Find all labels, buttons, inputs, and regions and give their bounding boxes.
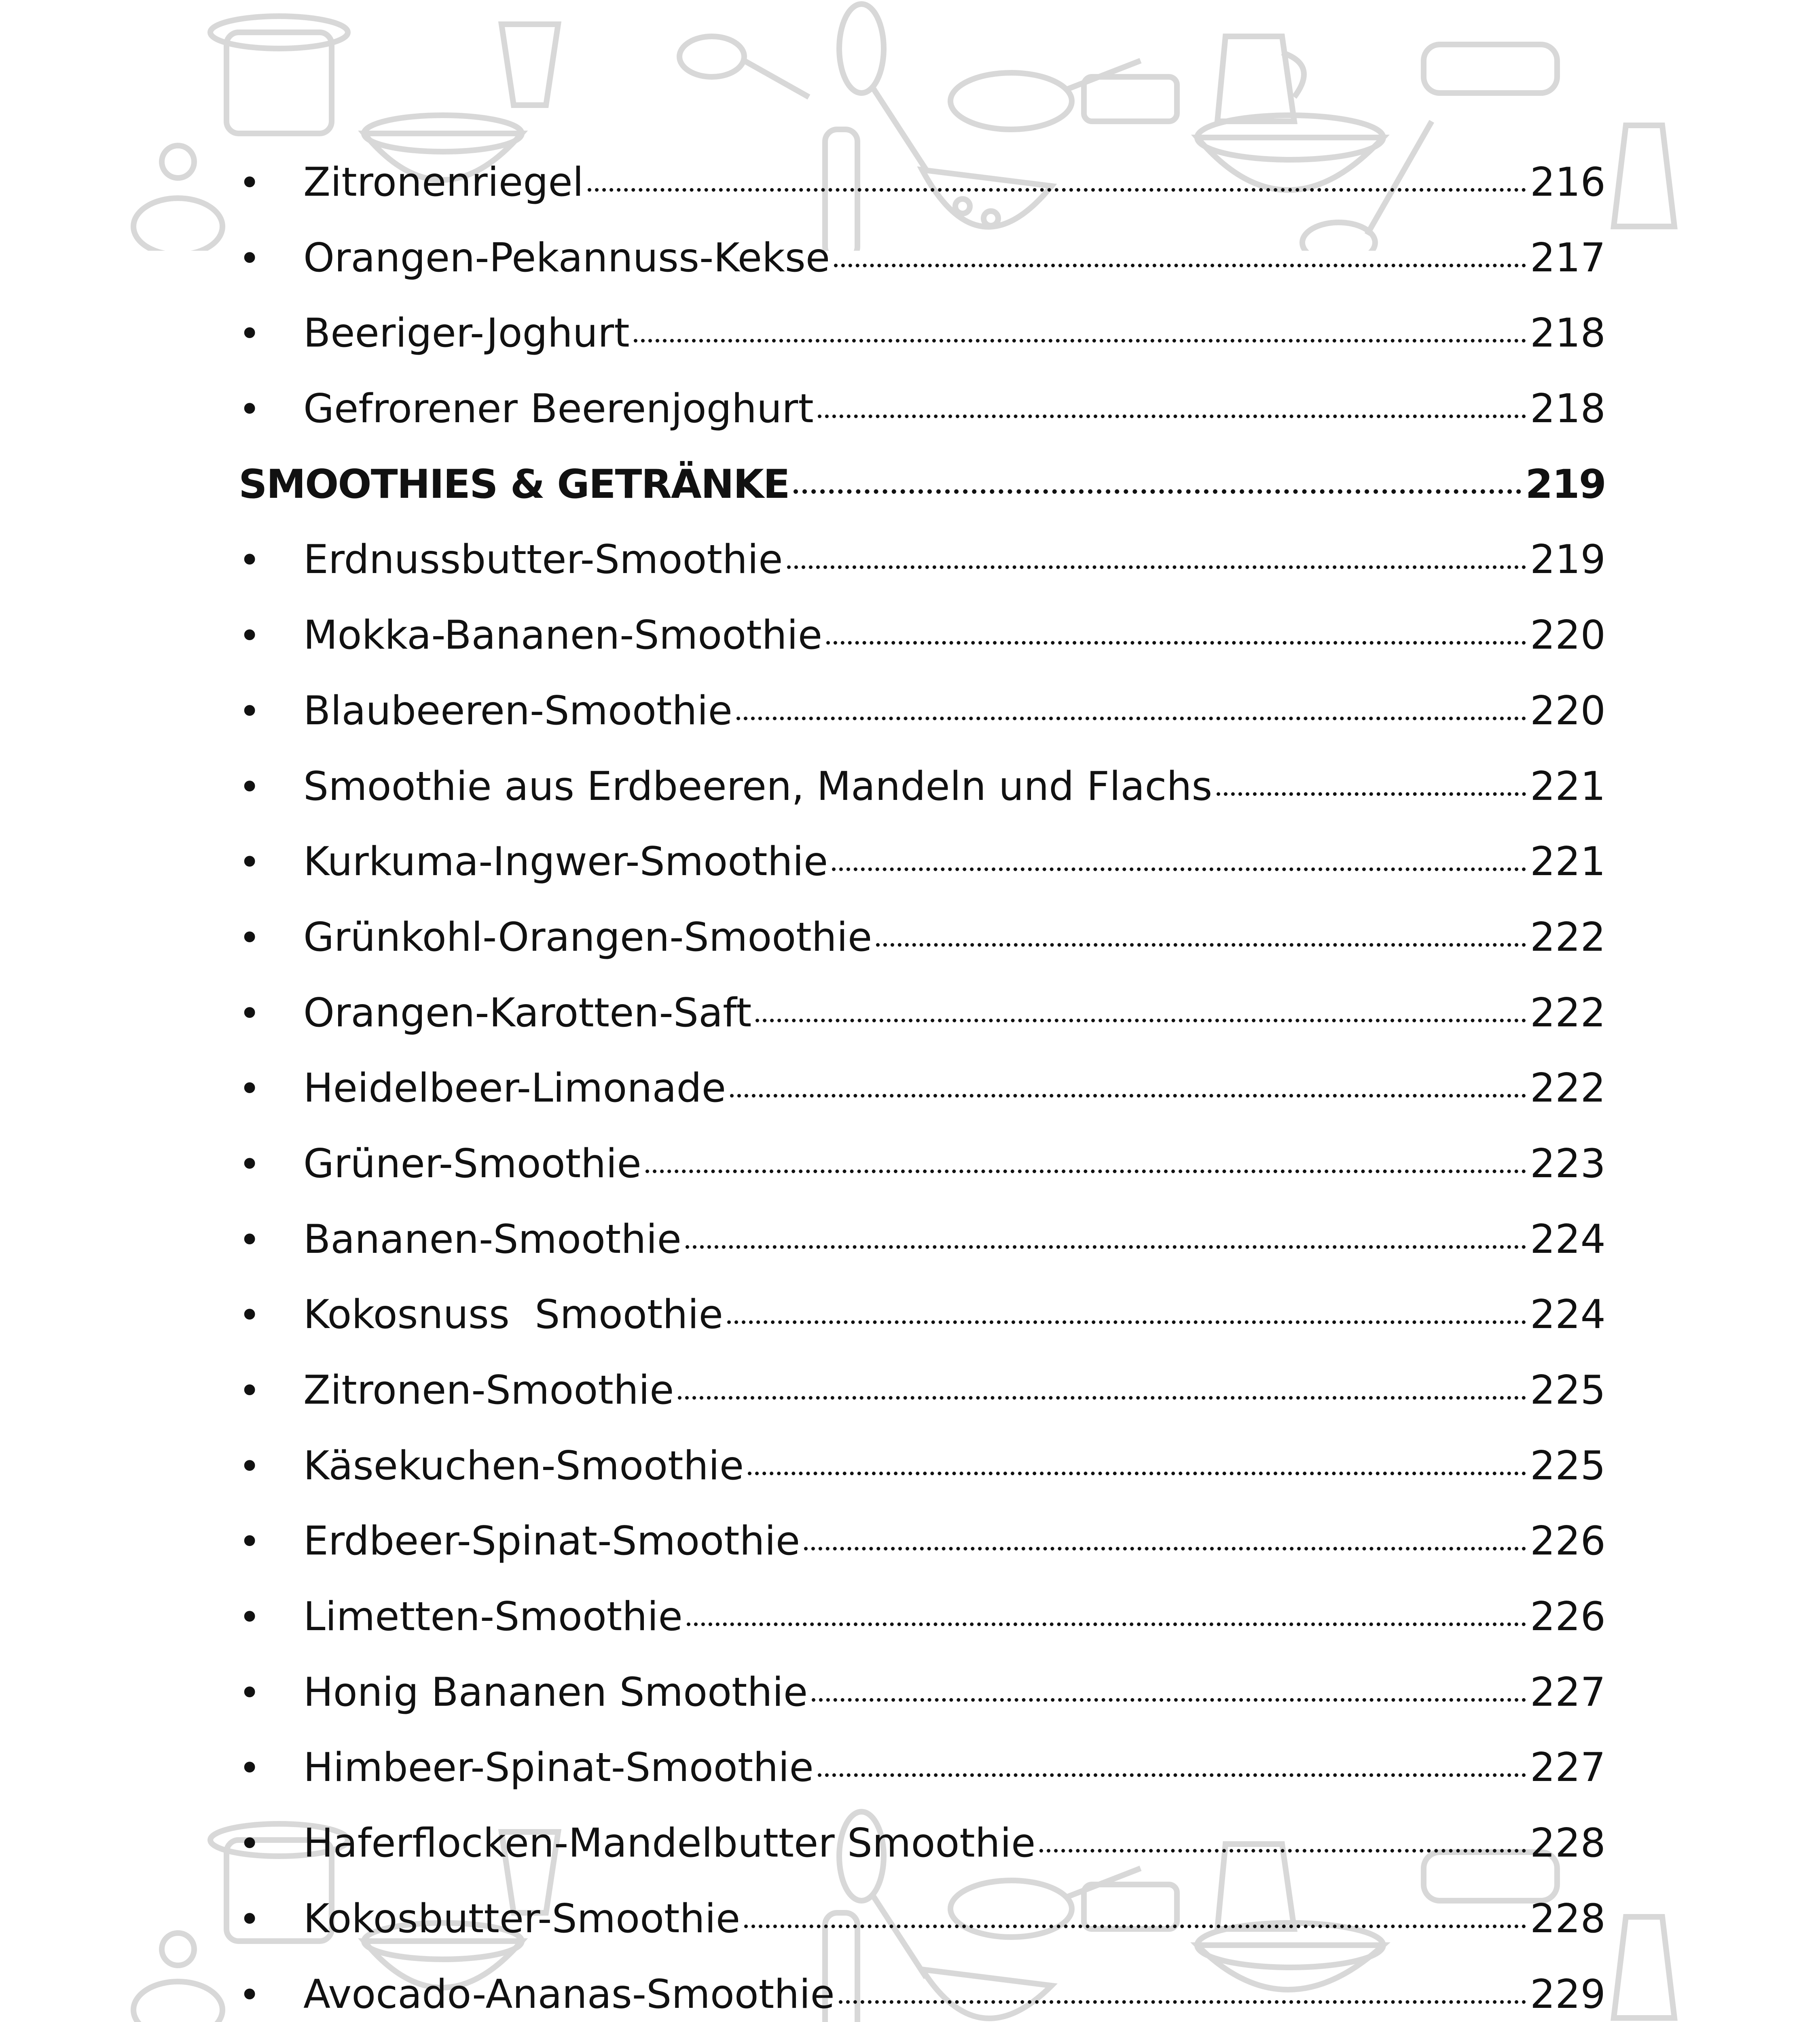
bullet-icon: • bbox=[239, 841, 261, 884]
page-number: 219 bbox=[1530, 537, 1606, 583]
dot-leader bbox=[832, 867, 1526, 871]
toc-entry[interactable] bbox=[239, 914, 1606, 993]
entry-title: Zitronenriegel bbox=[303, 159, 584, 205]
toc-entry[interactable] bbox=[239, 1216, 1606, 1295]
page-number: 218 bbox=[1530, 310, 1606, 357]
sugar-bowl-icon bbox=[133, 146, 222, 251]
page-number: 226 bbox=[1530, 1594, 1606, 1640]
toc-entry[interactable] bbox=[239, 1140, 1606, 1220]
entry-title: Honig Bananen Smoothie bbox=[303, 1669, 808, 1715]
entry-title: Kokosbutter-Smoothie bbox=[303, 1895, 741, 1942]
toc-entry[interactable] bbox=[239, 1971, 1606, 2022]
bullet-icon: • bbox=[239, 161, 261, 205]
dot-leader bbox=[804, 1547, 1526, 1550]
entry-title: Avocado-Ananas-Smoothie bbox=[303, 1971, 835, 2018]
sugar-bowl-icon bbox=[133, 1933, 222, 2022]
toc-entry[interactable] bbox=[239, 1594, 1606, 1673]
page-number: 222 bbox=[1530, 1065, 1606, 1112]
toc-entry[interactable] bbox=[239, 159, 1606, 238]
bullet-icon: • bbox=[239, 690, 261, 733]
entry-title: Beeriger-Joghurt bbox=[303, 310, 630, 357]
dot-leader bbox=[727, 1320, 1526, 1324]
dot-leader bbox=[818, 415, 1526, 418]
toc-entry[interactable] bbox=[239, 1292, 1606, 1371]
bullet-icon: • bbox=[239, 1218, 261, 1262]
entry-title: Heidelbeer-Limonade bbox=[303, 1065, 726, 1112]
jug-icon bbox=[1217, 36, 1304, 121]
bullet-icon: • bbox=[239, 992, 261, 1035]
dot-leader bbox=[686, 1245, 1526, 1249]
page-number: 220 bbox=[1530, 612, 1606, 659]
toc-entry[interactable] bbox=[239, 1745, 1606, 1823]
page-number: 219 bbox=[1525, 461, 1606, 508]
bullet-icon: • bbox=[239, 1369, 261, 1413]
bullet-icon: • bbox=[239, 1747, 261, 1790]
entry-title: Kokosnuss Smoothie bbox=[303, 1292, 723, 1338]
spoon-icon bbox=[679, 36, 809, 97]
dot-leader bbox=[839, 2000, 1526, 2004]
page-number: 229 bbox=[1530, 1971, 1606, 2018]
toc-entry[interactable] bbox=[239, 763, 1606, 842]
bullet-icon: • bbox=[239, 237, 261, 280]
entry-title: Kurkuma-Ingwer-Smoothie bbox=[303, 839, 828, 885]
page-number: 225 bbox=[1530, 1442, 1606, 1489]
toc-entry[interactable] bbox=[239, 1442, 1606, 1522]
dot-leader bbox=[645, 1170, 1526, 1173]
page-number: 222 bbox=[1530, 990, 1606, 1036]
dot-leader bbox=[1039, 1849, 1526, 1853]
entry-title: Zitronen-Smoothie bbox=[303, 1367, 674, 1413]
entry-title: Limetten-Smoothie bbox=[303, 1594, 683, 1640]
page-number: 220 bbox=[1530, 687, 1606, 734]
table-of-contents bbox=[239, 159, 1606, 2022]
toc-entry[interactable] bbox=[239, 310, 1606, 389]
dot-leader bbox=[634, 339, 1526, 343]
page-number: 222 bbox=[1530, 914, 1606, 960]
bullet-icon: • bbox=[239, 1671, 261, 1715]
toc-entry[interactable] bbox=[239, 386, 1606, 465]
page-number: 228 bbox=[1530, 1895, 1606, 1942]
page-number: 216 bbox=[1530, 159, 1606, 205]
bullet-icon: • bbox=[239, 388, 261, 431]
entry-title: Grünkohl-Orangen-Smoothie bbox=[303, 914, 872, 960]
dot-leader bbox=[787, 565, 1526, 569]
bullet-icon: • bbox=[239, 312, 261, 356]
entry-title: Käsekuchen-Smoothie bbox=[303, 1442, 744, 1489]
toc-entry[interactable] bbox=[239, 1820, 1606, 1899]
entry-title: Erdnussbutter-Smoothie bbox=[303, 537, 783, 583]
grater-icon bbox=[1614, 1917, 1674, 2018]
dot-leader bbox=[678, 1396, 1526, 1400]
whisk-icon bbox=[839, 4, 926, 170]
dot-leader bbox=[818, 1773, 1526, 1777]
page-number: 227 bbox=[1530, 1669, 1606, 1715]
page-number: 224 bbox=[1530, 1216, 1606, 1263]
toc-entry[interactable] bbox=[239, 235, 1606, 314]
dot-leader bbox=[756, 1019, 1526, 1022]
toc-section-heading[interactable] bbox=[239, 461, 1606, 540]
bullet-icon: • bbox=[239, 1897, 261, 1941]
page-number: 223 bbox=[1530, 1140, 1606, 1187]
page-number: 224 bbox=[1530, 1292, 1606, 1338]
page-number: 221 bbox=[1530, 839, 1606, 885]
entry-title: Orangen-Pekannuss-Kekse bbox=[303, 235, 830, 281]
entry-title: Orangen-Karotten-Saft bbox=[303, 990, 752, 1036]
page-number: 226 bbox=[1530, 1518, 1606, 1565]
toc-entry[interactable] bbox=[239, 687, 1606, 767]
page-number: 218 bbox=[1530, 386, 1606, 432]
pot-icon bbox=[210, 16, 348, 133]
bullet-icon: • bbox=[239, 765, 261, 809]
toc-entry[interactable] bbox=[239, 1367, 1606, 1446]
bullet-icon: • bbox=[239, 1445, 261, 1488]
dot-leader bbox=[687, 1622, 1526, 1626]
dot-leader bbox=[794, 489, 1522, 494]
toc-entry[interactable] bbox=[239, 839, 1606, 918]
glass-icon bbox=[502, 24, 558, 105]
bullet-icon: • bbox=[239, 1142, 261, 1186]
dot-leader bbox=[834, 264, 1526, 267]
cutting-board-icon bbox=[1084, 77, 1177, 121]
dot-leader bbox=[1217, 792, 1526, 796]
dot-leader bbox=[826, 641, 1526, 645]
bullet-icon: • bbox=[239, 1520, 261, 1564]
bullet-icon: • bbox=[239, 1596, 261, 1639]
bullet-icon: • bbox=[239, 916, 261, 960]
page-number: 225 bbox=[1530, 1367, 1606, 1413]
section-title: SMOOTHIES & GETRÄNKE bbox=[239, 461, 789, 508]
dot-leader bbox=[748, 1472, 1526, 1475]
entry-title: Haferflocken-Mandelbutter Smoothie bbox=[303, 1820, 1036, 1867]
dot-leader bbox=[588, 188, 1526, 192]
entry-title: Grüner-Smoothie bbox=[303, 1140, 641, 1187]
entry-title: Mokka-Bananen-Smoothie bbox=[303, 612, 823, 659]
page-number: 228 bbox=[1530, 1820, 1606, 1867]
entry-title: Gefrorener Beerenjoghurt bbox=[303, 386, 814, 432]
toc-entry[interactable] bbox=[239, 1895, 1606, 1975]
entry-title: Erdbeer-Spinat-Smoothie bbox=[303, 1518, 800, 1565]
dot-leader bbox=[876, 943, 1526, 947]
bullet-icon: • bbox=[239, 1067, 261, 1111]
bullet-icon: • bbox=[239, 1294, 261, 1337]
toc-entry[interactable] bbox=[239, 990, 1606, 1069]
entry-title: Bananen-Smoothie bbox=[303, 1216, 681, 1263]
dot-leader bbox=[730, 1094, 1526, 1098]
dot-leader bbox=[736, 717, 1526, 720]
toc-entry[interactable] bbox=[239, 612, 1606, 691]
toc-entry[interactable] bbox=[239, 537, 1606, 615]
entry-title: Smoothie aus Erdbeeren, Mandeln und Flachs bbox=[303, 763, 1213, 810]
dot-leader bbox=[744, 1925, 1526, 1928]
entry-title: Himbeer-Spinat-Smoothie bbox=[303, 1745, 814, 1791]
entry-title: Blaubeeren-Smoothie bbox=[303, 687, 732, 734]
springform-pan-icon bbox=[1424, 44, 1557, 93]
page-number: 227 bbox=[1530, 1745, 1606, 1791]
page-number: 217 bbox=[1530, 235, 1606, 281]
bullet-icon: • bbox=[239, 1973, 261, 2017]
bullet-icon: • bbox=[239, 614, 261, 658]
grater-icon bbox=[1614, 125, 1674, 226]
bullet-icon: • bbox=[239, 539, 261, 582]
page-number: 221 bbox=[1530, 763, 1606, 810]
dot-leader bbox=[812, 1698, 1526, 1702]
toc-entry[interactable] bbox=[239, 1669, 1606, 1748]
toc-entry[interactable] bbox=[239, 1518, 1606, 1597]
bullet-icon: • bbox=[239, 1822, 261, 1866]
toc-entry[interactable] bbox=[239, 1065, 1606, 1144]
